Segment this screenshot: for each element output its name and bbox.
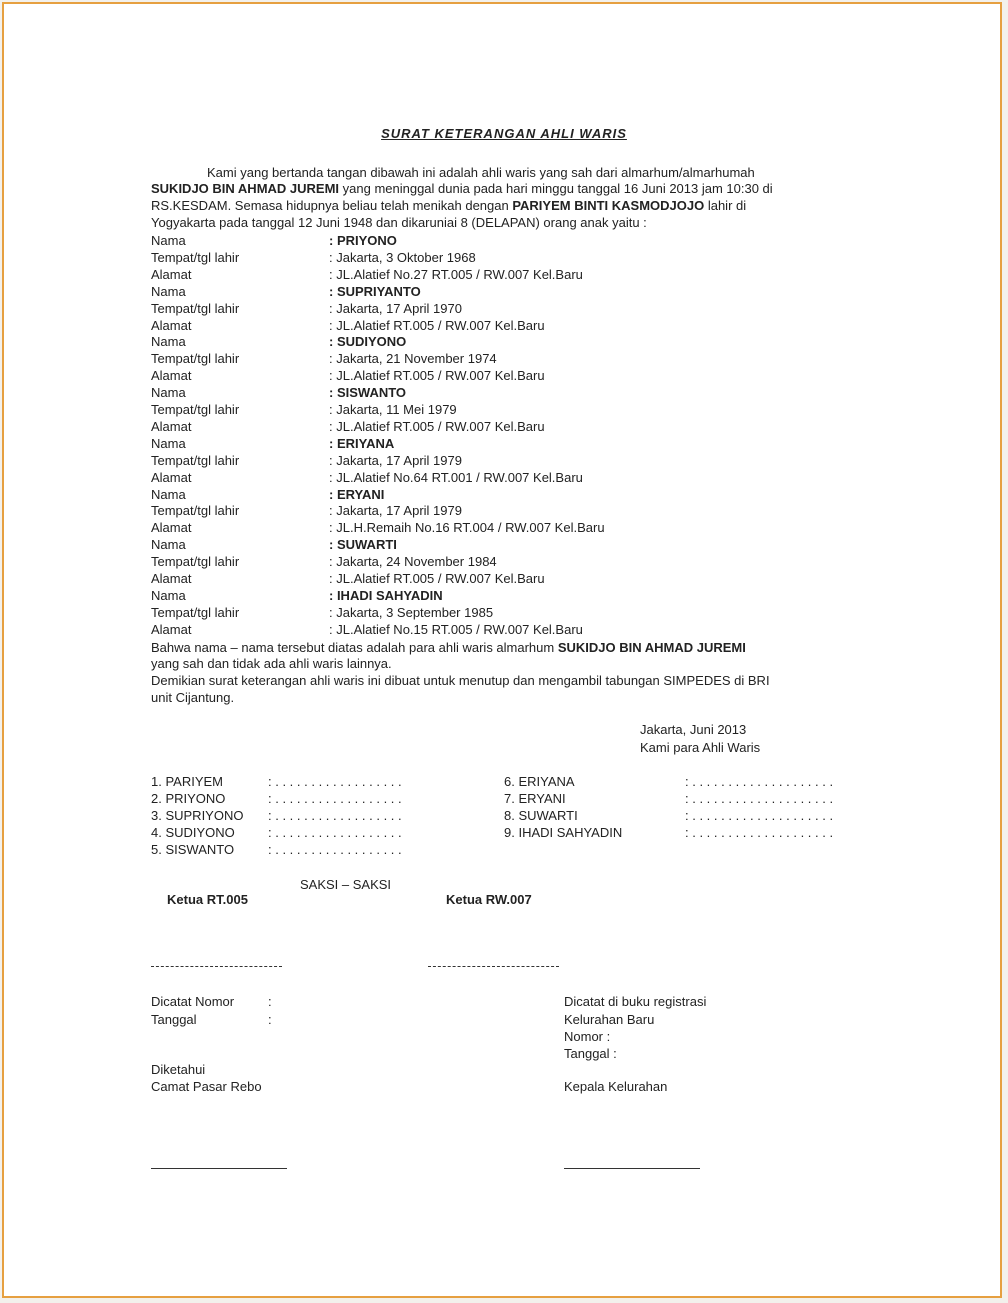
intro-line-3-end: lahir di [704,198,747,213]
heirs-heading: Kami para Ahli Waris [640,740,761,755]
child-8-alamat-label: Alamat [151,621,192,637]
closing-line-2: yang sah dan tidak ada ahli waris lainnya. [151,656,392,671]
child-7-nama-value: : SUWARTI [329,537,397,553]
child-2-alamat-label: Alamat [151,317,192,333]
child-5-nama-value: : ERIYANA [329,435,395,451]
nomor-right-label: Nomor : [564,1029,611,1044]
heir-left-3: 3. SUPRIYONO [151,808,244,823]
place-date: Jakarta, Juni 2013 [640,722,747,737]
heir-right-7: 7. ERYANI [504,791,566,806]
child-3-nama-label: Nama [151,334,186,350]
child-6-nama-label: Nama [151,486,186,502]
child-7-ttl-value: : Jakarta, 24 November 1984 [329,554,497,570]
child-2-nama-label: Nama [151,283,186,299]
camat-signature-line [151,1168,287,1169]
intro-line-4: Yogyakarta pada tanggal 12 Juni 1948 dan dikaruniai 8 (DELAPAN) orang anak yaitu : [151,215,647,230]
heir-left-5: 5. SISWANTO [151,842,235,857]
child-4-ttl-label: Tempat/tgl lahir [151,402,240,417]
child-8-nama-value: : IHADI SAHYADIN [329,587,443,603]
heir-right-7-signature-dots: : . . . . . . . . . . . . . . . . . . . . [685,791,834,806]
closing-deceased-name: SUKIDJO BIN AHMAD JUREMI [557,640,746,655]
dicatat-nomor-colon: : [268,994,272,1009]
child-8-ttl-value: : Jakarta, 3 September 1985 [329,604,494,620]
child-8-ttl-label: Tempat/tgl lahir [151,604,240,620]
child-2-nama-value: : SUPRIYANTO [329,283,421,299]
heir-left-1-signature-dots: : . . . . . . . . . . . . . . . . . . [268,774,402,789]
intro-line-1: Kami yang bertanda tangan dibawah ini adalah ahli waris yang sah dari almarhum/almarhumah [207,165,755,180]
child-3-ttl-value: : Jakarta, 21 November 1974 [329,351,497,367]
intro-line-3-start: RS.KESDAM. Semasa hidupnya beliau telah menikah dengan [151,198,513,213]
child-4-ttl-value: : Jakarta, 11 Mei 1979 [329,402,457,417]
child-6-ttl-value: : Jakarta, 17 April 1979 [329,503,462,519]
heir-left-2: 2. PRIYONO [151,791,226,806]
child-4-nama-value: : SISWANTO [329,385,407,401]
child-2-ttl-label: Tempat/tgl lahir [151,300,240,316]
dicatat-nomor-label: Dicatat Nomor [151,994,235,1009]
ketua-rw-label: Ketua RW.007 [446,892,532,907]
child-5-alamat-label: Alamat [151,469,192,485]
camat-label: Camat Pasar Rebo [151,1079,262,1094]
dicatat-buku-label: Dicatat di buku registrasi [564,994,707,1009]
child-6-nama-value: : ERYANI [329,486,385,502]
ketua-rt-label: Ketua RT.005 [167,892,248,907]
heir-right-8: 8. SUWARTI [504,808,578,823]
rt-signature-line [151,966,282,967]
child-1-nama-value: : PRIYONO [329,233,397,248]
child-5-nama-label: Nama [151,435,186,451]
deceased-name: SUKIDJO BIN AHMAD JUREMI [151,181,340,196]
document-title: SURAT KETERANGAN AHLI WARIS [381,126,627,141]
closing-line-1-start: Bahwa nama – nama tersebut diatas adalah para ahli waris almarhum [151,640,558,655]
child-1-alamat-label: Alamat [151,266,192,282]
heir-right-8-signature-dots: : . . . . . . . . . . . . . . . . . . . . [685,808,834,823]
child-5-ttl-value: : Jakarta, 17 April 1979 [329,452,462,468]
kepala-label: Kepala Kelurahan [564,1079,668,1094]
kepala-signature-line [564,1168,700,1169]
rw-signature-line [428,966,559,967]
child-3-nama-value: : SUDIYONO [329,334,407,350]
child-1-alamat-value: : JL.Alatief No.27 RT.005 / RW.007 Kel.Baru [329,266,583,282]
child-6-alamat-value: : JL.H.Remaih No.16 RT.004 / RW.007 Kel.Baru [329,520,605,536]
tanggal-label: Tanggal [151,1012,197,1027]
child-5-alamat-value: : JL.Alatief No.64 RT.001 / RW.007 Kel.Baru [329,469,583,485]
child-8-nama-label: Nama [151,587,186,603]
kelurahan-label: Kelurahan Baru [564,1012,655,1027]
heir-left-4-signature-dots: : . . . . . . . . . . . . . . . . . . [268,825,402,840]
child-7-nama-label: Nama [151,537,186,553]
heir-right-6: 6. ERIYANA [504,774,575,789]
child-7-alamat-label: Alamat [151,571,192,586]
child-4-alamat-value: : JL.Alatief RT.005 / RW.007 Kel.Baru [329,418,545,434]
child-3-alamat-label: Alamat [151,368,192,384]
heir-left-4: 4. SUDIYONO [151,825,235,840]
tanggal-right-label: Tanggal : [564,1046,617,1061]
witnesses-heading: SAKSI – SAKSI [300,877,392,892]
heir-right-6-signature-dots: : . . . . . . . . . . . . . . . . . . . . [685,774,834,789]
child-4-nama-label: Nama [151,385,186,401]
child-5-ttl-label: Tempat/tgl lahir [151,452,240,468]
child-2-ttl-value: : Jakarta, 17 April 1970 [329,300,462,316]
heir-left-5-signature-dots: : . . . . . . . . . . . . . . . . . . [268,842,402,857]
intro-line-2-rest: yang meninggal dunia pada hari minggu tanggal 16 Juni 2013 jam 10:30 di [339,181,773,196]
child-3-alamat-value: : JL.Alatief RT.005 / RW.007 Kel.Baru [329,368,545,384]
intro-line-3 [151,198,746,214]
closing-line-4: unit Cijantung. [151,690,235,705]
child-4-alamat-label: Alamat [151,418,192,434]
child-1-ttl-label: Tempat/tgl lahir [151,249,240,265]
heir-left-1: 1. PARIYEM [151,774,224,789]
child-6-ttl-label: Tempat/tgl lahir [151,503,240,519]
heir-right-9-signature-dots: : . . . . . . . . . . . . . . . . . . . . [685,825,834,840]
closing-line-3: Demikian surat keterangan ahli waris ini dibuat untuk menutup dan mengambil tabungan SIMPEDES di BRI [151,673,770,688]
diketahui-label: Diketahui [151,1062,206,1077]
child-7-alamat-value: : JL.Alatief RT.005 / RW.007 Kel.Baru [329,571,545,586]
heir-left-2-signature-dots: : . . . . . . . . . . . . . . . . . . [268,791,402,806]
heir-right-9: 9. IHADI SAHYADIN [504,825,623,840]
child-1-nama-label: Nama [151,233,186,248]
heir-left-3-signature-dots: : . . . . . . . . . . . . . . . . . . [268,808,402,823]
child-8-alamat-value: : JL.Alatief No.15 RT.005 / RW.007 Kel.Baru [329,621,583,637]
tanggal-colon: : [268,1012,272,1027]
child-3-ttl-label: Tempat/tgl lahir [151,351,240,367]
child-2-alamat-value: : JL.Alatief RT.005 / RW.007 Kel.Baru [329,317,545,333]
child-6-alamat-label: Alamat [151,520,192,536]
intro-line-2 [151,181,773,197]
closing-line-1 [151,640,746,656]
child-7-ttl-label: Tempat/tgl lahir [151,554,240,570]
child-1-ttl-value: : Jakarta, 3 Oktober 1968 [329,249,476,265]
spouse-name: PARIYEM BINTI KASMODJOJO [512,198,705,213]
